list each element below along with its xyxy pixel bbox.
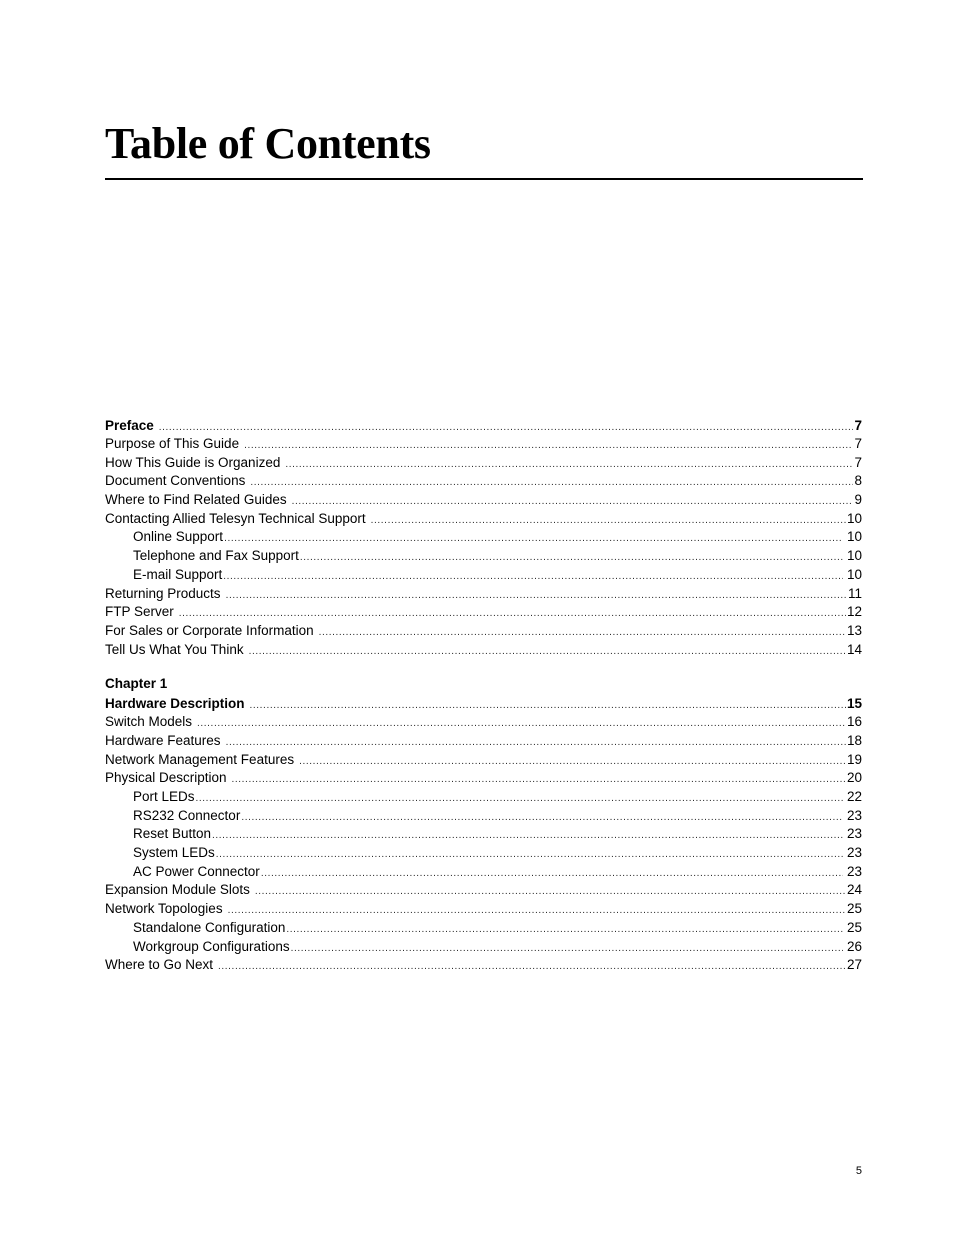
- toc-entry-label: Hardware Description: [105, 696, 245, 712]
- toc-entry-page-number: 16: [846, 714, 862, 730]
- toc-entry[interactable]: [105, 713, 862, 732]
- dot-leader: [250, 474, 853, 493]
- toc-entry-label: Network Management Features: [105, 751, 295, 767]
- dot-leader: [250, 696, 846, 715]
- dot-leader: [249, 643, 846, 662]
- dot-leader: [212, 827, 843, 846]
- toc-entry-page-number: 23: [846, 807, 862, 823]
- toc-entry-page-number: 20: [846, 770, 862, 786]
- toc-entry-page-number: 22: [846, 789, 862, 804]
- toc-entry-label: E-mail Support: [133, 566, 223, 582]
- toc-entry-page-number: 15: [846, 696, 862, 712]
- toc-entry-page-number: 26: [846, 938, 862, 954]
- toc-entry-page-number: 23: [846, 826, 862, 842]
- toc-entry[interactable]: [105, 603, 862, 622]
- toc-entry[interactable]: [105, 844, 862, 863]
- toc-entry-label: Preface: [105, 418, 154, 433]
- dot-leader: [196, 790, 843, 809]
- dot-leader: [299, 753, 846, 772]
- toc-entry-label: Contacting Allied Telesyn Technical Support: [105, 510, 366, 526]
- toc-entry[interactable]: [105, 622, 862, 641]
- title-rule: [105, 178, 863, 180]
- toc-entry-label: Expansion Module Slots: [105, 882, 250, 898]
- toc-entry[interactable]: [105, 900, 862, 919]
- toc-entry[interactable]: [105, 825, 862, 844]
- toc-entry-page-number: 19: [846, 751, 862, 767]
- toc-entry-page-number: 11: [847, 585, 862, 601]
- dot-leader: [197, 715, 846, 734]
- dot-leader: [244, 437, 853, 456]
- chapter-label: Chapter 1: [105, 676, 168, 692]
- toc-entry[interactable]: [105, 641, 862, 660]
- toc-entry-label: Physical Description: [105, 770, 227, 786]
- toc-entry-page-number: 10: [846, 548, 862, 564]
- toc-entry-label: AC Power Connector: [133, 863, 260, 879]
- toc-entry[interactable]: [105, 566, 862, 585]
- dot-leader: [371, 512, 846, 531]
- toc-entry-page-number: 7: [854, 418, 862, 433]
- toc-entry[interactable]: [105, 510, 862, 529]
- toc-entry-page-number: 7: [854, 454, 862, 470]
- toc-entry[interactable]: [105, 769, 862, 788]
- toc-entry-page-number: 25: [846, 901, 862, 917]
- toc-section: [105, 674, 862, 975]
- dot-leader: [292, 493, 854, 512]
- dot-leader: [286, 921, 843, 940]
- toc-entry-page-number: 9: [854, 492, 862, 508]
- dot-leader: [255, 883, 846, 902]
- toc-entry[interactable]: [105, 938, 862, 957]
- toc-entry-label: Port LEDs: [133, 789, 195, 804]
- toc-entry-label: Where to Go Next: [105, 957, 214, 973]
- toc-entry-label: FTP Server: [105, 604, 174, 620]
- dot-leader: [226, 587, 847, 606]
- toc-entry-label: Standalone Configuration: [133, 919, 286, 935]
- toc-entry-page-number: 8: [854, 473, 862, 489]
- toc-heading-entry[interactable]: [105, 416, 862, 435]
- dot-leader: [319, 624, 846, 643]
- toc-entry-page-number: 23: [846, 863, 862, 879]
- toc-entry-page-number: 25: [846, 919, 862, 935]
- toc-section: [105, 416, 862, 659]
- dot-leader: [261, 865, 843, 884]
- toc-entry[interactable]: [105, 528, 862, 547]
- dot-leader: [226, 734, 846, 753]
- dot-leader: [223, 568, 843, 587]
- toc-entry-label: Switch Models: [105, 714, 193, 730]
- toc-entry-label: RS232 Connector: [133, 807, 241, 823]
- dot-leader: [285, 456, 853, 475]
- toc-entry-page-number: 13: [846, 622, 862, 638]
- dot-leader: [232, 771, 846, 790]
- toc-entry-label: Document Conventions: [105, 473, 246, 489]
- toc-entry-label: Workgroup Configurations: [133, 938, 290, 954]
- toc-entry[interactable]: [105, 472, 862, 491]
- page-title: Table of Contents: [105, 119, 431, 168]
- toc-entry-label: Telephone and Fax Support: [133, 548, 299, 564]
- toc-entry-label: How This Guide is Organized: [105, 454, 281, 470]
- toc-entry[interactable]: [105, 491, 862, 510]
- toc-entry-page-number: 18: [846, 732, 862, 748]
- toc-entry[interactable]: [105, 807, 862, 826]
- toc-entry-label: System LEDs: [133, 845, 215, 861]
- dot-leader: [291, 940, 843, 959]
- toc-entry[interactable]: [105, 435, 862, 454]
- toc-entry-page-number: 10: [846, 510, 862, 526]
- dot-leader: [241, 809, 843, 828]
- toc-heading-entry[interactable]: [105, 694, 862, 713]
- toc-entry-page-number: 12: [846, 604, 862, 620]
- dot-leader: [228, 902, 846, 921]
- toc-entry-page-number: 14: [846, 641, 862, 657]
- toc-entry[interactable]: [105, 585, 862, 604]
- toc-entry[interactable]: [105, 919, 862, 938]
- toc-entry[interactable]: [105, 732, 862, 751]
- dot-leader: [300, 549, 843, 568]
- toc-entry-page-number: 27: [846, 957, 862, 973]
- toc-entry-label: Reset Button: [133, 826, 212, 842]
- dot-leader: [159, 418, 854, 437]
- page-number: 5: [855, 1165, 862, 1177]
- toc-entry-page-number: 23: [846, 845, 862, 861]
- toc-entry-page-number: 10: [846, 529, 862, 545]
- toc-entry[interactable]: [105, 751, 862, 770]
- toc-entry[interactable]: [105, 881, 862, 900]
- toc-entry-page-number: 10: [846, 566, 862, 582]
- toc-entry-label: For Sales or Corporate Information: [105, 622, 314, 638]
- toc-entry-label: Purpose of This Guide: [105, 436, 240, 451]
- toc-list: [105, 416, 862, 975]
- toc-entry-label: Returning Products: [105, 585, 221, 601]
- toc-entry-label: Tell Us What You Think: [105, 641, 244, 657]
- toc-entry[interactable]: [105, 788, 862, 807]
- toc-entry-label: Online Support: [133, 529, 224, 545]
- toc-entry[interactable]: [105, 956, 862, 975]
- toc-entry[interactable]: [105, 454, 862, 473]
- toc-entry-label: Where to Find Related Guides: [105, 492, 287, 508]
- dot-leader: [224, 530, 843, 549]
- toc-entry-label: Hardware Features: [105, 732, 221, 748]
- toc-entry[interactable]: [105, 547, 862, 566]
- toc-entry[interactable]: [105, 863, 862, 882]
- dot-leader: [218, 958, 846, 977]
- toc-entry-label: Network Topologies: [105, 901, 223, 917]
- toc-entry-page-number: 7: [854, 436, 862, 451]
- toc-entry-page-number: 24: [846, 882, 862, 898]
- dot-leader: [216, 846, 843, 865]
